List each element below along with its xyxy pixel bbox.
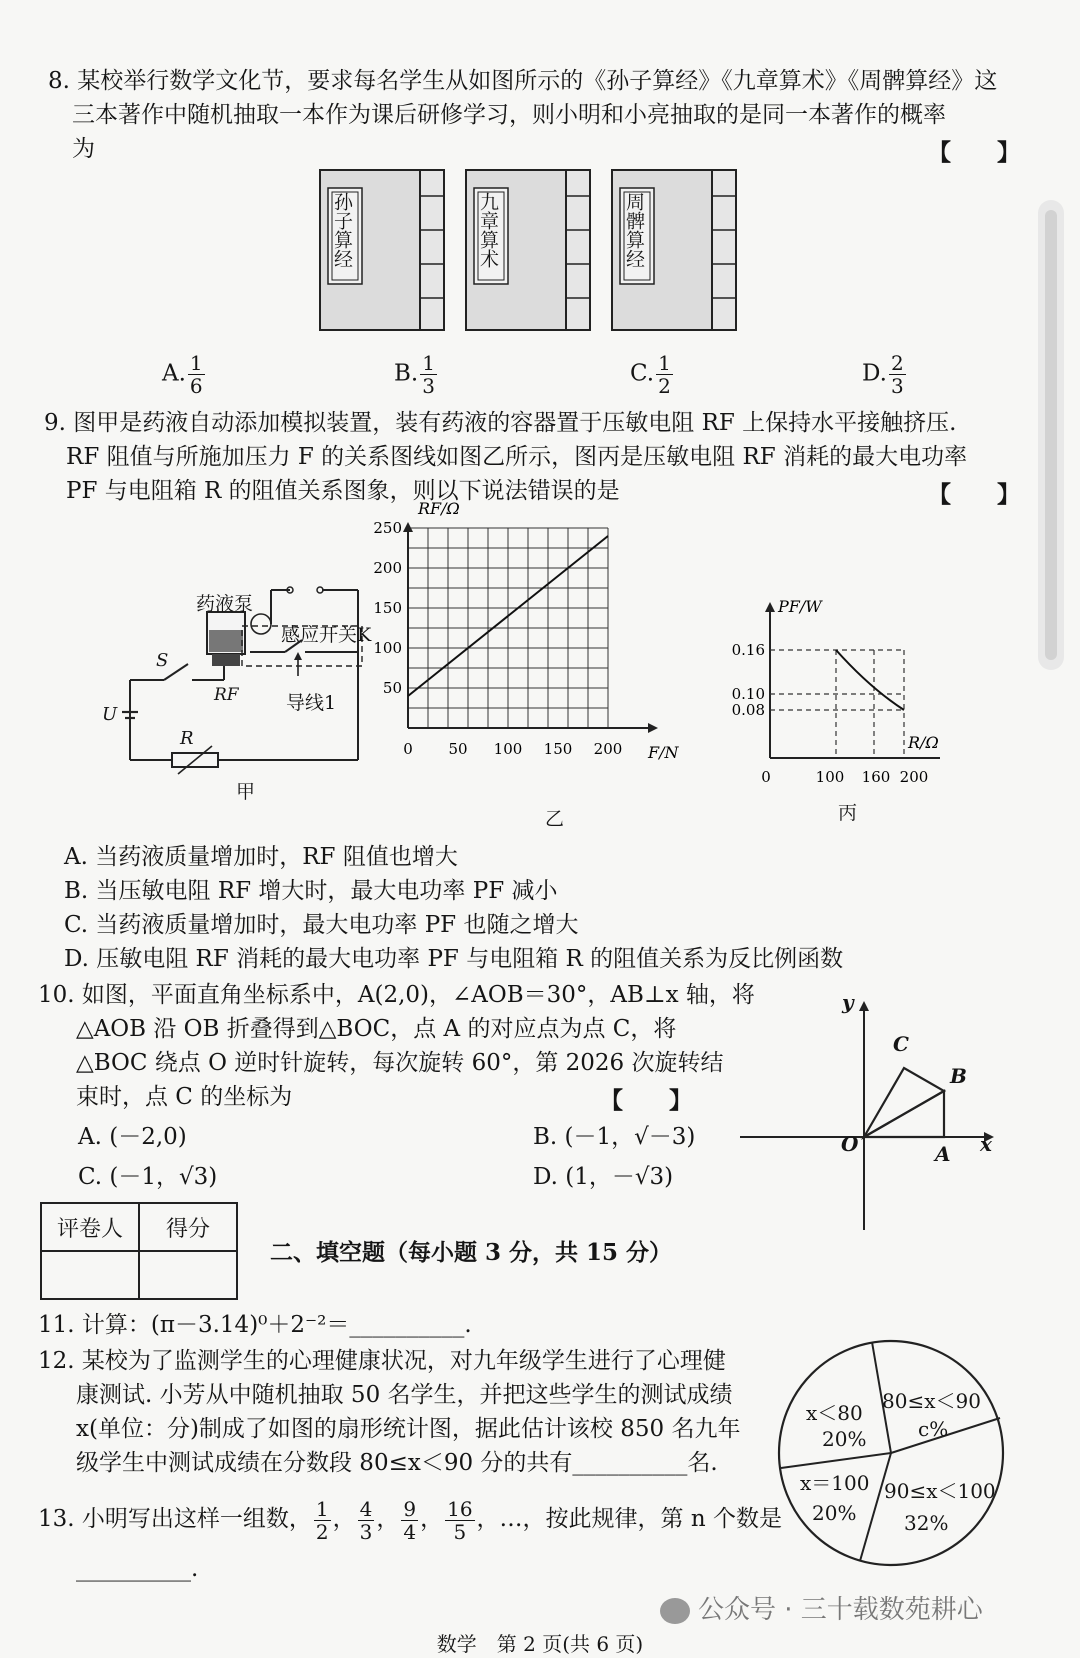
watermark: 公众号 · 三十载数苑耕心: [660, 1589, 983, 1626]
pie-value-4: 20%: [812, 1501, 857, 1525]
label-u: U: [102, 704, 118, 725]
origin-label: 0: [761, 768, 771, 786]
y-tick-label: 0.16: [731, 641, 765, 659]
x-tick-label: 0: [403, 740, 413, 758]
q8-option-c[interactable]: C. $\frac{1}{2}$: [630, 351, 671, 398]
book-title-zhoubi: 周髀算经: [623, 192, 645, 268]
x-axis-arrow: [648, 723, 658, 733]
x-tick-label: 100: [815, 768, 845, 786]
q10-line4: 束时，点 C 的坐标为: [76, 1084, 293, 1110]
q8-line3: 为: [72, 136, 95, 162]
x-tick-label: 100: [493, 740, 523, 758]
pie-value-1: 20%: [822, 1427, 867, 1451]
x-tick-label: 200: [593, 740, 623, 758]
q13-line: 13. 小明写出这样一组数， $\frac{1}{2}$ ， $\frac{4}{3}$ ， $\frac{9}{4}$ ， $\frac{16}{5}$ ，…，按此规律，第 n 个数是: [38, 1496, 782, 1544]
caption-bing: 丙: [838, 802, 858, 824]
x-tick-label: 150: [543, 740, 573, 758]
q10-option-d[interactable]: D. (1，－√3): [533, 1164, 674, 1190]
q10-coordinate-figure: [740, 995, 1000, 1235]
label-switch-k: 感应开关K: [281, 624, 372, 646]
y-axis-arrow: [403, 522, 413, 532]
label-pump: 药液泵: [196, 593, 254, 615]
q10-option-c[interactable]: C. (－1，√3): [78, 1164, 218, 1190]
q9-option-c[interactable]: C. 当药液质量增加时，最大电功率 PF 也随之增大: [64, 912, 579, 938]
q9-line2: RF 阻值与所施加压力 F 的关系图线如图乙所示，图丙是压敏电阻 RF 消耗的最大电功率: [66, 444, 968, 470]
chart-yi: [373, 499, 710, 820]
pie-label-3: 90≤x＜100: [884, 1479, 996, 1503]
q12-line2: 康测试. 小芳从中随机抽取 50 名学生，并把这些学生的测试成绩: [76, 1382, 733, 1408]
q9-answer-bracket: 【 】: [928, 481, 1020, 508]
y-tick-label: 100: [373, 639, 402, 657]
caption-jia: 甲: [236, 781, 256, 803]
y-tick-label: 200: [373, 559, 402, 577]
q8-option-a[interactable]: A. $\frac{1}{6}$: [162, 351, 203, 398]
x-tick-label: 50: [448, 740, 468, 758]
q12-line1: 12. 某校为了监测学生的心理健康状况，对九年级学生进行了心理健: [38, 1348, 726, 1374]
book-title-jiuzhang: 九章算术: [477, 192, 499, 268]
q10-option-a[interactable]: A. (－2,0): [78, 1124, 187, 1150]
q10-label-x: x: [980, 1132, 992, 1156]
grader-header: 评卷人: [41, 1203, 139, 1251]
caption-yi: 乙: [545, 808, 565, 830]
pf-curve: [836, 650, 904, 710]
y-tick-label: 150: [373, 599, 402, 617]
section-2-title: 二、填空题（每小题 3 分，共 15 分）: [270, 1239, 673, 1266]
q10-line1: 10. 如图，平面直角坐标系中，A(2,0)，∠AOB＝30°，AB⊥x 轴，将: [38, 982, 755, 1008]
grader-table: [40, 1202, 238, 1300]
q11: 11. 计算：(π－3.14)⁰＋2⁻²＝__________.: [38, 1312, 472, 1338]
y-tick-label: 0.10: [731, 685, 765, 703]
q8-line2: 三本著作中随机抽取一本作为课后研修学习，则小明和小亮抽取的是同一本著作的概率: [72, 102, 946, 128]
q9-option-d[interactable]: D. 压敏电阻 RF 消耗的最大电功率 PF 与电阻箱 R 的阻值关系为反比例函数: [64, 946, 844, 972]
y-tick-label: 50: [382, 679, 402, 697]
q12-line3: x(单位：分)制成了如图的扇形统计图，据此估计该校 850 名九年: [76, 1416, 741, 1442]
q12-line4: 级学生中测试成绩在分数段 80≤x＜90 分的共有__________名.: [76, 1450, 718, 1476]
q10-line3: △BOC 绕点 O 逆时针旋转，每次旋转 60°，第 2026 次旋转结: [76, 1050, 724, 1076]
y-axis-label: PF/W: [778, 597, 822, 616]
score-header: 得分: [139, 1203, 237, 1251]
pie-value-2: c%: [918, 1417, 949, 1441]
x-tick-label: 160: [861, 768, 891, 786]
q9-option-a[interactable]: A. 当药液质量增加时，RF 阻值也增大: [64, 844, 458, 870]
q10-label-o: O: [841, 1132, 859, 1156]
q10-line2: △AOB 沿 OB 折叠得到△BOC，点 A 的对应点为点 C，将: [76, 1016, 677, 1042]
q8-books-figure: [320, 168, 740, 338]
y-tick-label: 0.08: [731, 701, 765, 719]
q13-blank[interactable]: __________.: [76, 1556, 199, 1582]
q10-option-b[interactable]: B. (－1，√－3): [533, 1124, 696, 1150]
q8-option-d[interactable]: D. $\frac{2}{3}$: [862, 351, 904, 398]
book-title-sunzi: 孙子算经: [331, 192, 353, 268]
pie-label-1: x＜80: [806, 1401, 863, 1425]
q8-answer-bracket: 【 】: [928, 139, 1020, 166]
pie-label-2: 80≤x＜90: [882, 1389, 981, 1413]
label-s: S: [156, 650, 169, 671]
q9-line3: PF 与电阻箱 R 的阻值关系图象，则以下说法错误的是: [66, 478, 620, 504]
q10-label-c: C: [893, 1032, 909, 1056]
x-axis-label: R/Ω: [908, 733, 939, 752]
q12-pie-chart: [776, 1338, 1006, 1568]
pie-value-3: 32%: [904, 1511, 949, 1535]
y-axis-label: RF/Ω: [418, 499, 460, 518]
q8-line1: 8. 某校举行数学文化节，要求每名学生从如图所示的《孙子算经》《九章算术》《周髀算经》这: [48, 68, 998, 94]
page-footer: 数学 第 2 页(共 6 页): [436, 1632, 644, 1656]
q8-option-b[interactable]: B. $\frac{1}{3}$: [394, 351, 435, 398]
y-axis-arrow: [765, 602, 775, 612]
q9-line1: 9. 图甲是药液自动添加模拟装置，装有药液的容器置于压敏电阻 RF 上保持水平接触挤压.: [44, 410, 957, 436]
label-r: R: [180, 728, 194, 749]
grader-cell[interactable]: [41, 1251, 139, 1299]
q10-label-b: B: [950, 1064, 967, 1088]
x-tick-label: 200: [899, 768, 929, 786]
label-wire1: 导线1: [286, 692, 337, 714]
q10-label-y: y: [842, 990, 854, 1014]
x-axis-label: F/N: [648, 743, 679, 762]
wechat-icon: [660, 1598, 690, 1624]
pie-label-4: x＝100: [800, 1471, 870, 1495]
label-rf: RF: [214, 685, 239, 705]
q9-option-b[interactable]: B. 当压敏电阻 RF 增大时，最大电功率 PF 减小: [64, 878, 558, 904]
y-tick-label: 250: [373, 519, 402, 537]
q10-label-a: A: [935, 1142, 951, 1166]
q10-answer-bracket: 【 】: [600, 1087, 692, 1114]
vertical-scrollbar[interactable]: [1038, 200, 1064, 670]
score-cell[interactable]: [139, 1251, 237, 1299]
chart-bing: [731, 597, 960, 798]
scrollbar-thumb[interactable]: [1045, 210, 1057, 660]
